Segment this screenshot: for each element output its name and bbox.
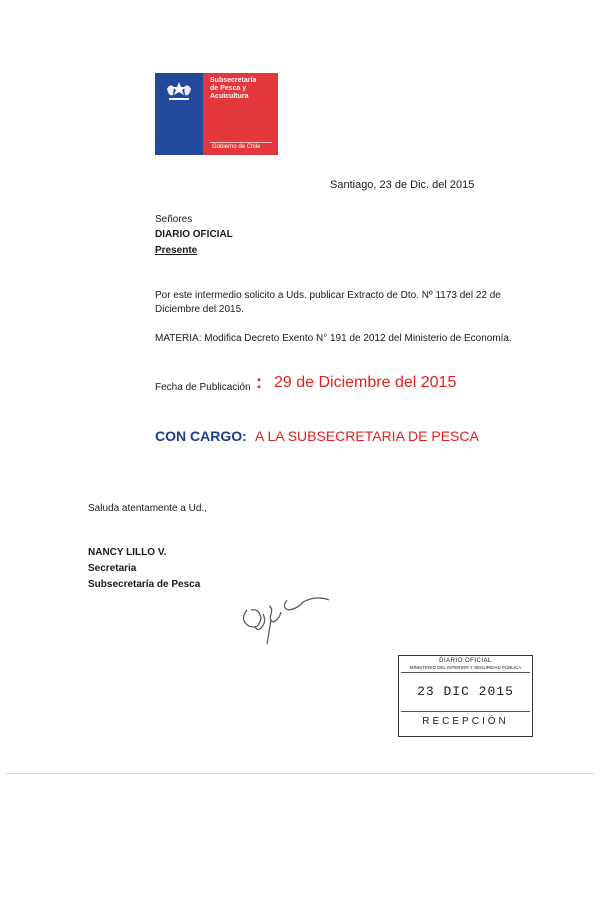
stamp-subtitle: MINISTERIO DEL INTERIOR Y SEGURIDAD PÚBLICA — [409, 665, 522, 670]
stamp-label: RECEPCIÓN — [422, 716, 509, 727]
logo-institution-line: de Pesca y — [210, 85, 247, 92]
addressee-presente: Presente — [155, 245, 198, 256]
logo-blue-panel — [155, 73, 203, 155]
coat-of-arms-icon — [161, 79, 197, 103]
logo-government-text: Gobierno de Chile — [212, 144, 261, 150]
scan-edge-line — [5, 773, 595, 774]
reception-stamp — [398, 655, 533, 737]
logo-divider — [210, 142, 272, 143]
publication-label: Fecha de Publicación — [155, 382, 251, 393]
logo-institution-text — [210, 77, 256, 101]
ministry-logo — [155, 73, 278, 155]
charge-label: CON CARGO: — [155, 428, 247, 444]
signatory-office: Subsecretaría de Pesca — [88, 579, 201, 590]
addressee-name: DIARIO OFICIAL — [155, 229, 233, 240]
logo-institution-line: Subsecretaría — [210, 77, 257, 84]
materia-line: MATERIA: Modifica Decreto Exento N° 191 de 2012 del Ministerio de Economía. — [155, 333, 512, 344]
charge-value: A LA SUBSECRETARIA DE PESCA — [255, 428, 479, 444]
stamp-title: DIARIO OFICIAL — [439, 658, 492, 664]
publication-date: 29 de Diciembre del 2015 — [274, 374, 457, 391]
stamp-divider — [401, 711, 530, 712]
handwritten-signature — [235, 588, 345, 648]
request-paragraph: Por este intermedio solicito a Uds. publicar Extracto de Dto. Nº 1173 del 22 de Diciembre del 2015. — [155, 290, 501, 315]
logo-institution-line: Acuicultura — [210, 93, 249, 100]
publication-colon: : — [256, 372, 262, 392]
date-line: Santiago, 23 de Dic. del 2015 — [330, 179, 475, 191]
stamp-divider — [401, 672, 530, 673]
stamp-date: 23 DIC 2015 — [417, 684, 514, 699]
signatory-role: Secretaria — [88, 563, 137, 574]
closing-line: Saluda atentamente a Ud., — [88, 503, 207, 514]
addressee-salutation: Señores — [155, 214, 193, 225]
signatory-name: NANCY LILLO V. — [88, 547, 167, 558]
